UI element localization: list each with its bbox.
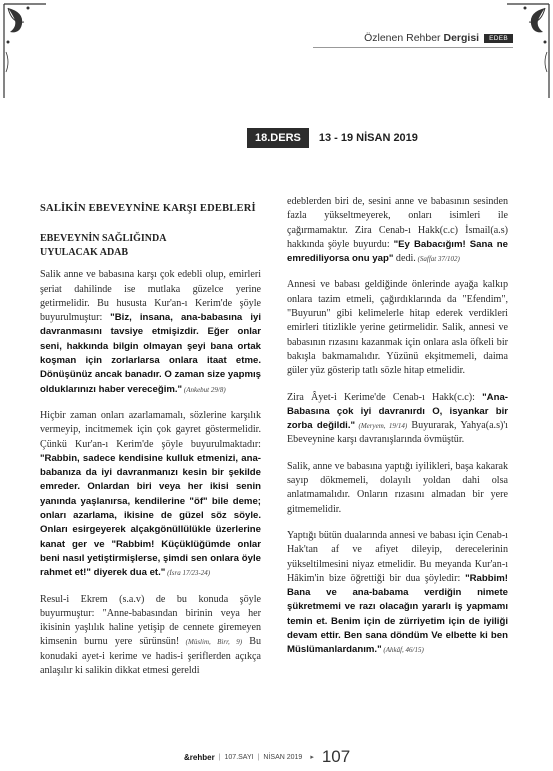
footer-issue: 107.SAYI <box>224 753 254 761</box>
section-subheading: EBEVEYNİN SAĞLIĞINDA UYULACAK ADAB <box>40 233 167 259</box>
citation: (İsra 17/23-24) <box>165 569 211 578</box>
quote: "Ana-Babasına çok iyi davranırdı O, isyankar bir zorba değildi." <box>287 391 508 432</box>
quote: "Rabbim! Bana ve ana-babama verdiğin nimete şükretmemi ve razı olacağın yararlı iş yapmamı temin et. Benim için de zürriyetim için de iyiliği devam ettir. Ben sana döndüm Ve elbette ki ben Müslümanlardanım." <box>287 572 508 656</box>
paragraph: Zira Âyet-i Kerime'de Cenab-ı Hakk(c.c): "Ana-Babasına çok iyi davranırdı O, isyankar bir zorba değildi." (Meryem, 19/14) Buyurarak, Yahya(a.s)'ı Ebeveynine karşı davranışlarında övmüştür. <box>287 391 508 446</box>
left-column <box>40 202 261 690</box>
page-number: 107 <box>321 747 351 766</box>
paragraph: Annesi ve babası geldiğinde önlerinde ayağa kalkıp onlara tazim etmeli, çağırdıklarında da "Efendim", "Buyurun" gibi kelimelerle hitap ederek verdikleri emirleri titizlikle yerine getirmelidir. Salik, annesi ve babasının rızasını kazanmak için onlara asla öfkeli bir bakışla bakmamalıdır. Yüzünü ekşitmemeli, daima güler yüz gösterip tatlı sözle hitap etmelidir. <box>287 279 508 377</box>
quote: "Biz, insana, ana-babasına iyi davranmasını tavsiye etmişizdir. Eğer onlar seni, hakkında bilgin olmayan şeyi bana ortak koşman için zorlarlarsa onlara itaat etme. Dönüşünüz ancak banadır. O zaman size yapmış olduklarınızı haber vereceğim." <box>40 312 261 395</box>
citation: (Meryem, 19/14) <box>355 422 408 431</box>
running-header <box>364 32 513 44</box>
quote: "Ey Babacığım! Sana ne emrediliyorsa onu yap" <box>287 238 509 265</box>
lesson-number: 18.DERS <box>247 128 309 148</box>
citation: (Ankebut 29/8) <box>182 385 226 394</box>
lesson-dates: 13 - 19 NİSAN 2019 <box>318 132 418 144</box>
right-column <box>287 195 508 670</box>
lesson-tag <box>247 128 418 148</box>
paragraph: Salik anne ve babasına karşı çok edebli olup, emirleri şeriat dahilinde ise mutlaka güzelce yerine getirmelidir. Bu hususta Kur'an-ı Kerim'de şöyle buyurulmuştur: "Biz, insana, ana-babasına iyi davranmasını tavsiye etmişizdir. Eğer onlar seni, hakkında bilgin olmayan şeyi bana ortak koşman için zorlarlarsa onlara itaat etme. Dönüşünüz ancak banadır. O zaman size yapmış olduklarınızı haber vereceğim." (Ankebut 29/8) <box>40 269 261 395</box>
section-badge: EDEB <box>484 34 513 43</box>
citation: (Saffat 37/102) <box>415 255 460 264</box>
citation: (Müslim, Birr, 9) <box>179 638 243 647</box>
paragraph: edeblerden biri de, sesini anne ve babasının sesinden fazla yükseltmeyerek, onları isimleri ile çağırmamaktır. Zira Cenab-ı Hakk(c.c) İsmail(a.s) hakkında şöyle buyurdu: "Ey Babacığım! Sana ne emrediliyorsa onu yap" dedi. (Saffat 37/102) <box>287 196 509 265</box>
article-heading: SALİKİN EBEVEYNİNE KARŞI EDEBLERİ <box>40 203 256 214</box>
header-rule <box>313 47 513 48</box>
magazine-name: Özlenen Rehber Dergisi <box>364 32 480 44</box>
citation: (Ahkâf, 46/15) <box>381 646 424 655</box>
ornament-corner-left <box>2 2 50 102</box>
footer-logo: &rehber <box>184 752 215 762</box>
paragraph: Salik, anne ve babasına yaptığı iyilikleri, başa kakarak sayıp dökmemeli, dolayılı yoldan dahi olsa anlatmamalıdır. Onların rızasını almadan bir yere gitmemelidir. <box>287 460 508 515</box>
paragraph: Hiçbir zaman onları azarlamamalı, sözlerine karşılık vermeyip, incitmemek için çok gayret göstermelidir. Çünkü Kur'an-ı Kerim'de şöyle buyurulmaktadır: "Rabbin, sadece kendisine kulluk etmenizi, ana-babanıza da iyi davranmanızı kesin bir şekilde emreder. Onlardan biri veya her ikisi senin yanında yaşlanırsa, kendilerine "öf" bile deme; onları azarlama, ikisine de güzel söz söyle. Onları esirgeyerek alçakgönüllülükle üzerlerine kanat ger ve "Rabbim! Küçüklüğümde onlar beni nasıl yetiştirmişlerse, şimdi sen onlara öyle rahmet et!" diyerek dua et." (İsra 17/23-24) <box>40 409 261 579</box>
footer-month: NİSAN 2019 <box>263 753 303 761</box>
paragraph: Yaptığı bütün dualarında annesi ve babası için Cenab-ı Hak'tan af ve afiyet dileyip, derecelerinin yükseltilmesini niyaz etmelidir. Bu meyanda Kur'an-ı Hâkim'in bize öğrettiği bir dua şöyledir: "Rabbim! Bana ve ana-babama verdiğin nimete şükretmemi ve razı olacağın yararlı iş yapmamı temin et. Benim için de zürriyetim için de iyiliği devam ettir. Ben sana döndüm Ve elbette ki ben Müslümanlardanım." (Ahkâf, 46/15) <box>287 529 508 656</box>
page-footer: &rehber | 107.SAYI | NİSAN 2019 ▸ 107 <box>184 747 351 766</box>
ornament-corner-right <box>503 2 551 102</box>
paragraph: Resul-i Ekrem (s.a.v) de bu konuda şöyle buyurmuştur: "Anne-babasından birinin veya her ikisinin yaşlılık haline yetişip de cennete giremeyen kimsenin burnu yere sürünsün! (Müslim, Birr, 9) Bu konudaki ayet-i kerime ve hadis-i şeriflerden açıkça anlaşılır ki salikin dikkat etmesi gereldi <box>40 593 261 677</box>
quote: "Rabbin, sadece kendisine kulluk etmenizi, ana-babanıza da iyi davranmanızı kesin bir şekilde emreder. Onlardan biri veya her ikisi senin yanında yaşlanırsa, kendilerine "öf" bile deme; onları azarlama, ikisine de güzel söz söyle. Onları esirgeyerek alçakgönüllülükle üzerlerine kanat ger ve "Rabbim! Küçüklüğümde onlar beni nasıl yetiştirmişlerse, şimdi sen onlara öyle rahmet et!" diyerek dua et." <box>40 452 261 579</box>
arrow-icon: ▸ <box>310 754 314 761</box>
